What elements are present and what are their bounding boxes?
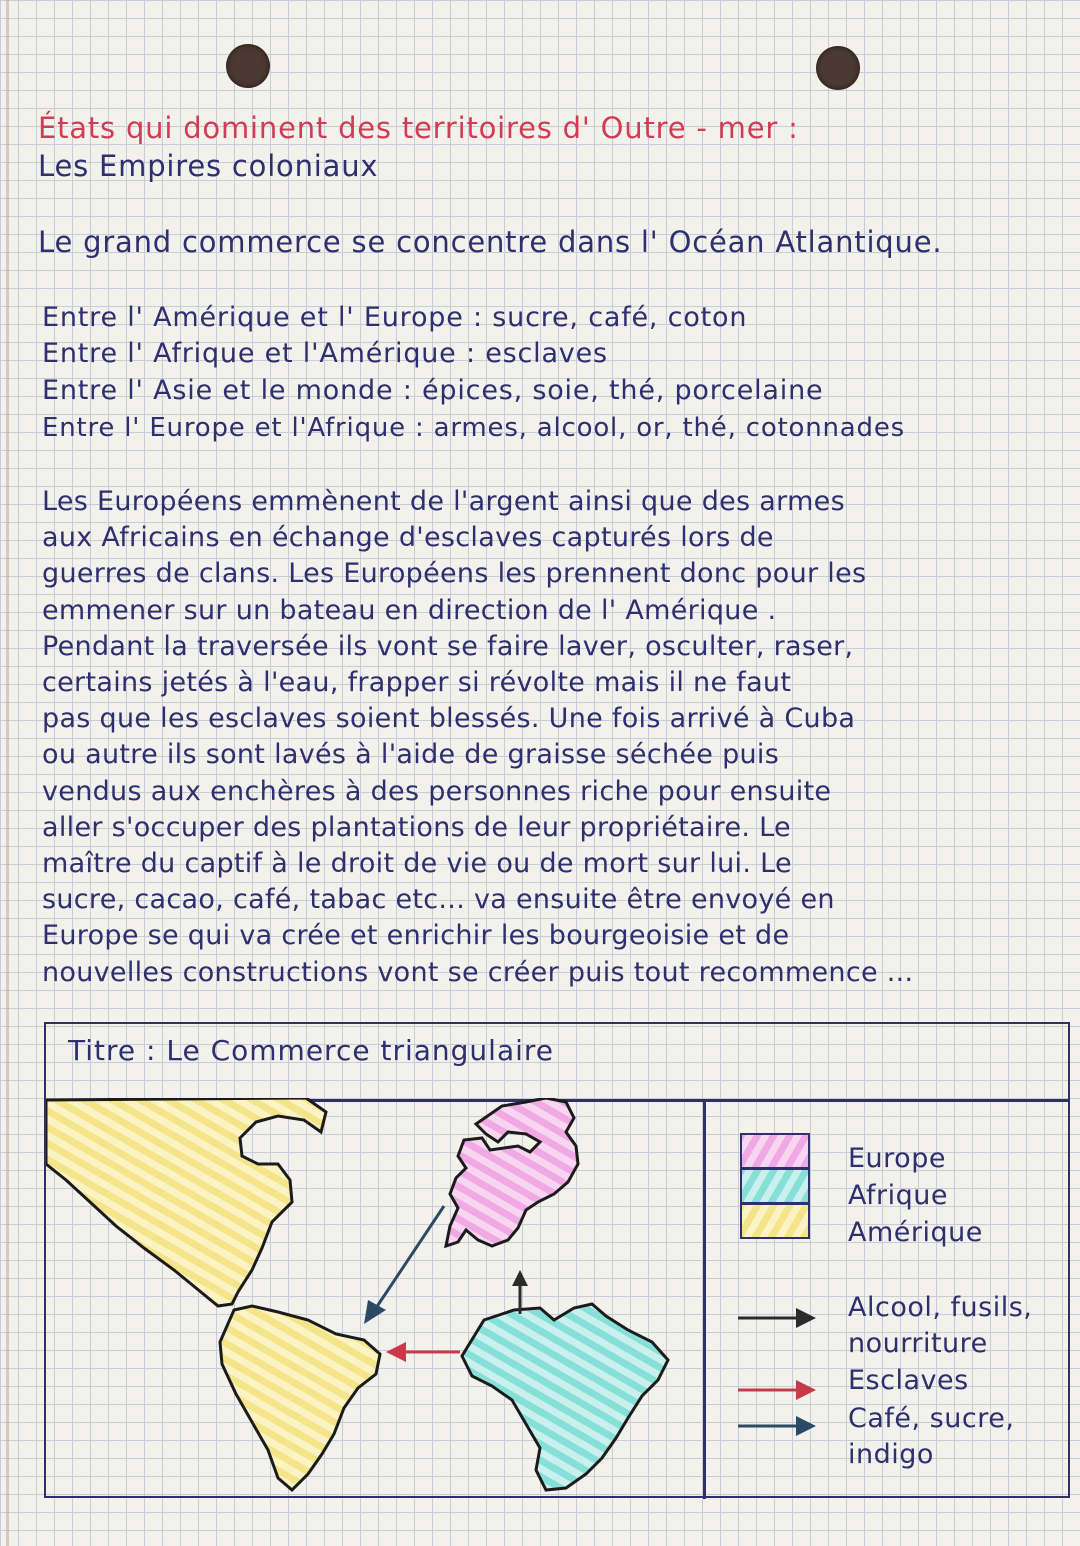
legend-label-goods: Alcool, fusils, [848, 1292, 1033, 1323]
trade-route: Entre l' Asie et le monde : épices, soie, thé, porcelaine [42, 375, 824, 406]
arrowhead-europe-to-america [364, 1300, 386, 1324]
paragraph-line: nouvelles constructions vont se créer puis tout recommence ... [42, 956, 914, 988]
legend-label-products-cont: indigo [848, 1439, 934, 1470]
legend-arrowhead-goods [796, 1308, 816, 1328]
map-title: Titre : Le Commerce triangulaire [68, 1034, 555, 1067]
legend-label-goods-cont: nourriture [848, 1328, 988, 1359]
legend-swatch-amerique [740, 1203, 810, 1239]
paragraph-line: vendus aux enchères à des personnes riche pour ensuite [42, 775, 832, 807]
legend-label-afrique: Afrique [848, 1180, 948, 1211]
legend-arrowhead-slaves [796, 1380, 816, 1400]
arrow-europe-to-america [376, 1206, 444, 1308]
paragraph-line: Pendant la traversée ils vont se faire laver, osculter, raser, [42, 630, 854, 662]
paragraph-line: Les Européens emmènent de l'argent ainsi que des armes [42, 486, 845, 517]
arrowhead-africa-to-america [386, 1342, 406, 1362]
trade-route: Entre l' Amérique et l' Europe : sucre, café, coton [42, 302, 748, 333]
legend-swatch-europe [740, 1133, 810, 1169]
intro-line: Le grand commerce se concentre dans l' Océan Atlantique. [38, 225, 943, 259]
europe-shape [446, 1098, 578, 1246]
paragraph-line: emmener sur un bateau en direction de l' Amérique . [42, 594, 777, 626]
paragraph-line: aux Africains en échange d'esclaves capturés lors de [42, 522, 774, 554]
paragraph-line: certains jetés à l'eau, frapper si révolte mais il ne faut [42, 667, 792, 699]
margin-line [6, 0, 9, 1546]
legend-label-products: Café, sucre, [848, 1403, 1015, 1434]
paragraph-line: sucre, cacao, café, tabac etc... va ensuite être envoyé en [42, 884, 835, 916]
trade-route: Entre l' Afrique et l'Amérique : esclaves [42, 338, 608, 369]
paragraph-line: ou autre ils sont lavés à l'aide de graisse séchée puis [42, 739, 780, 771]
heading-line-1: États qui dominent des territoires d' Outre - mer : [38, 111, 799, 145]
paragraph-line: pas que les esclaves soient blessés. Une fois arrivé à Cuba [42, 703, 856, 735]
heading-line-2: Les Empires coloniaux [38, 149, 379, 183]
paragraph-line: Europe se qui va crée et enrichir les bourgeoisie et de [42, 920, 790, 952]
triangular-trade-map [46, 1098, 701, 1496]
legend-swatch-afrique [740, 1168, 810, 1204]
paragraph-line: aller s'occuper des plantations de leur propriétaire. Le [42, 811, 791, 843]
north-america-shape [46, 1098, 326, 1306]
legend-arrows [736, 1300, 826, 1440]
legend-label-slaves: Esclaves [848, 1365, 969, 1396]
trade-route: Entre l' Europe et l'Afrique : armes, alcool, or, thé, cotonnades [42, 413, 905, 443]
south-america-shape [220, 1306, 380, 1490]
legend-label-europe: Europe [848, 1143, 946, 1174]
paragraph-line: maître du captif à le droit de vie ou de mort sur lui. Le [42, 848, 792, 880]
arrowhead-africa-to-europe [512, 1270, 528, 1286]
legend-arrowhead-products [796, 1416, 816, 1436]
africa-shape [462, 1304, 668, 1490]
punch-hole-right [816, 46, 860, 90]
punch-hole-left [226, 44, 270, 88]
paragraph-line: guerres de clans. Les Européens les prennent donc pour les [42, 558, 867, 590]
map-legend-divider [703, 1099, 706, 1499]
body-paragraph [42, 484, 1077, 991]
legend-label-amerique: Amérique [848, 1217, 983, 1248]
